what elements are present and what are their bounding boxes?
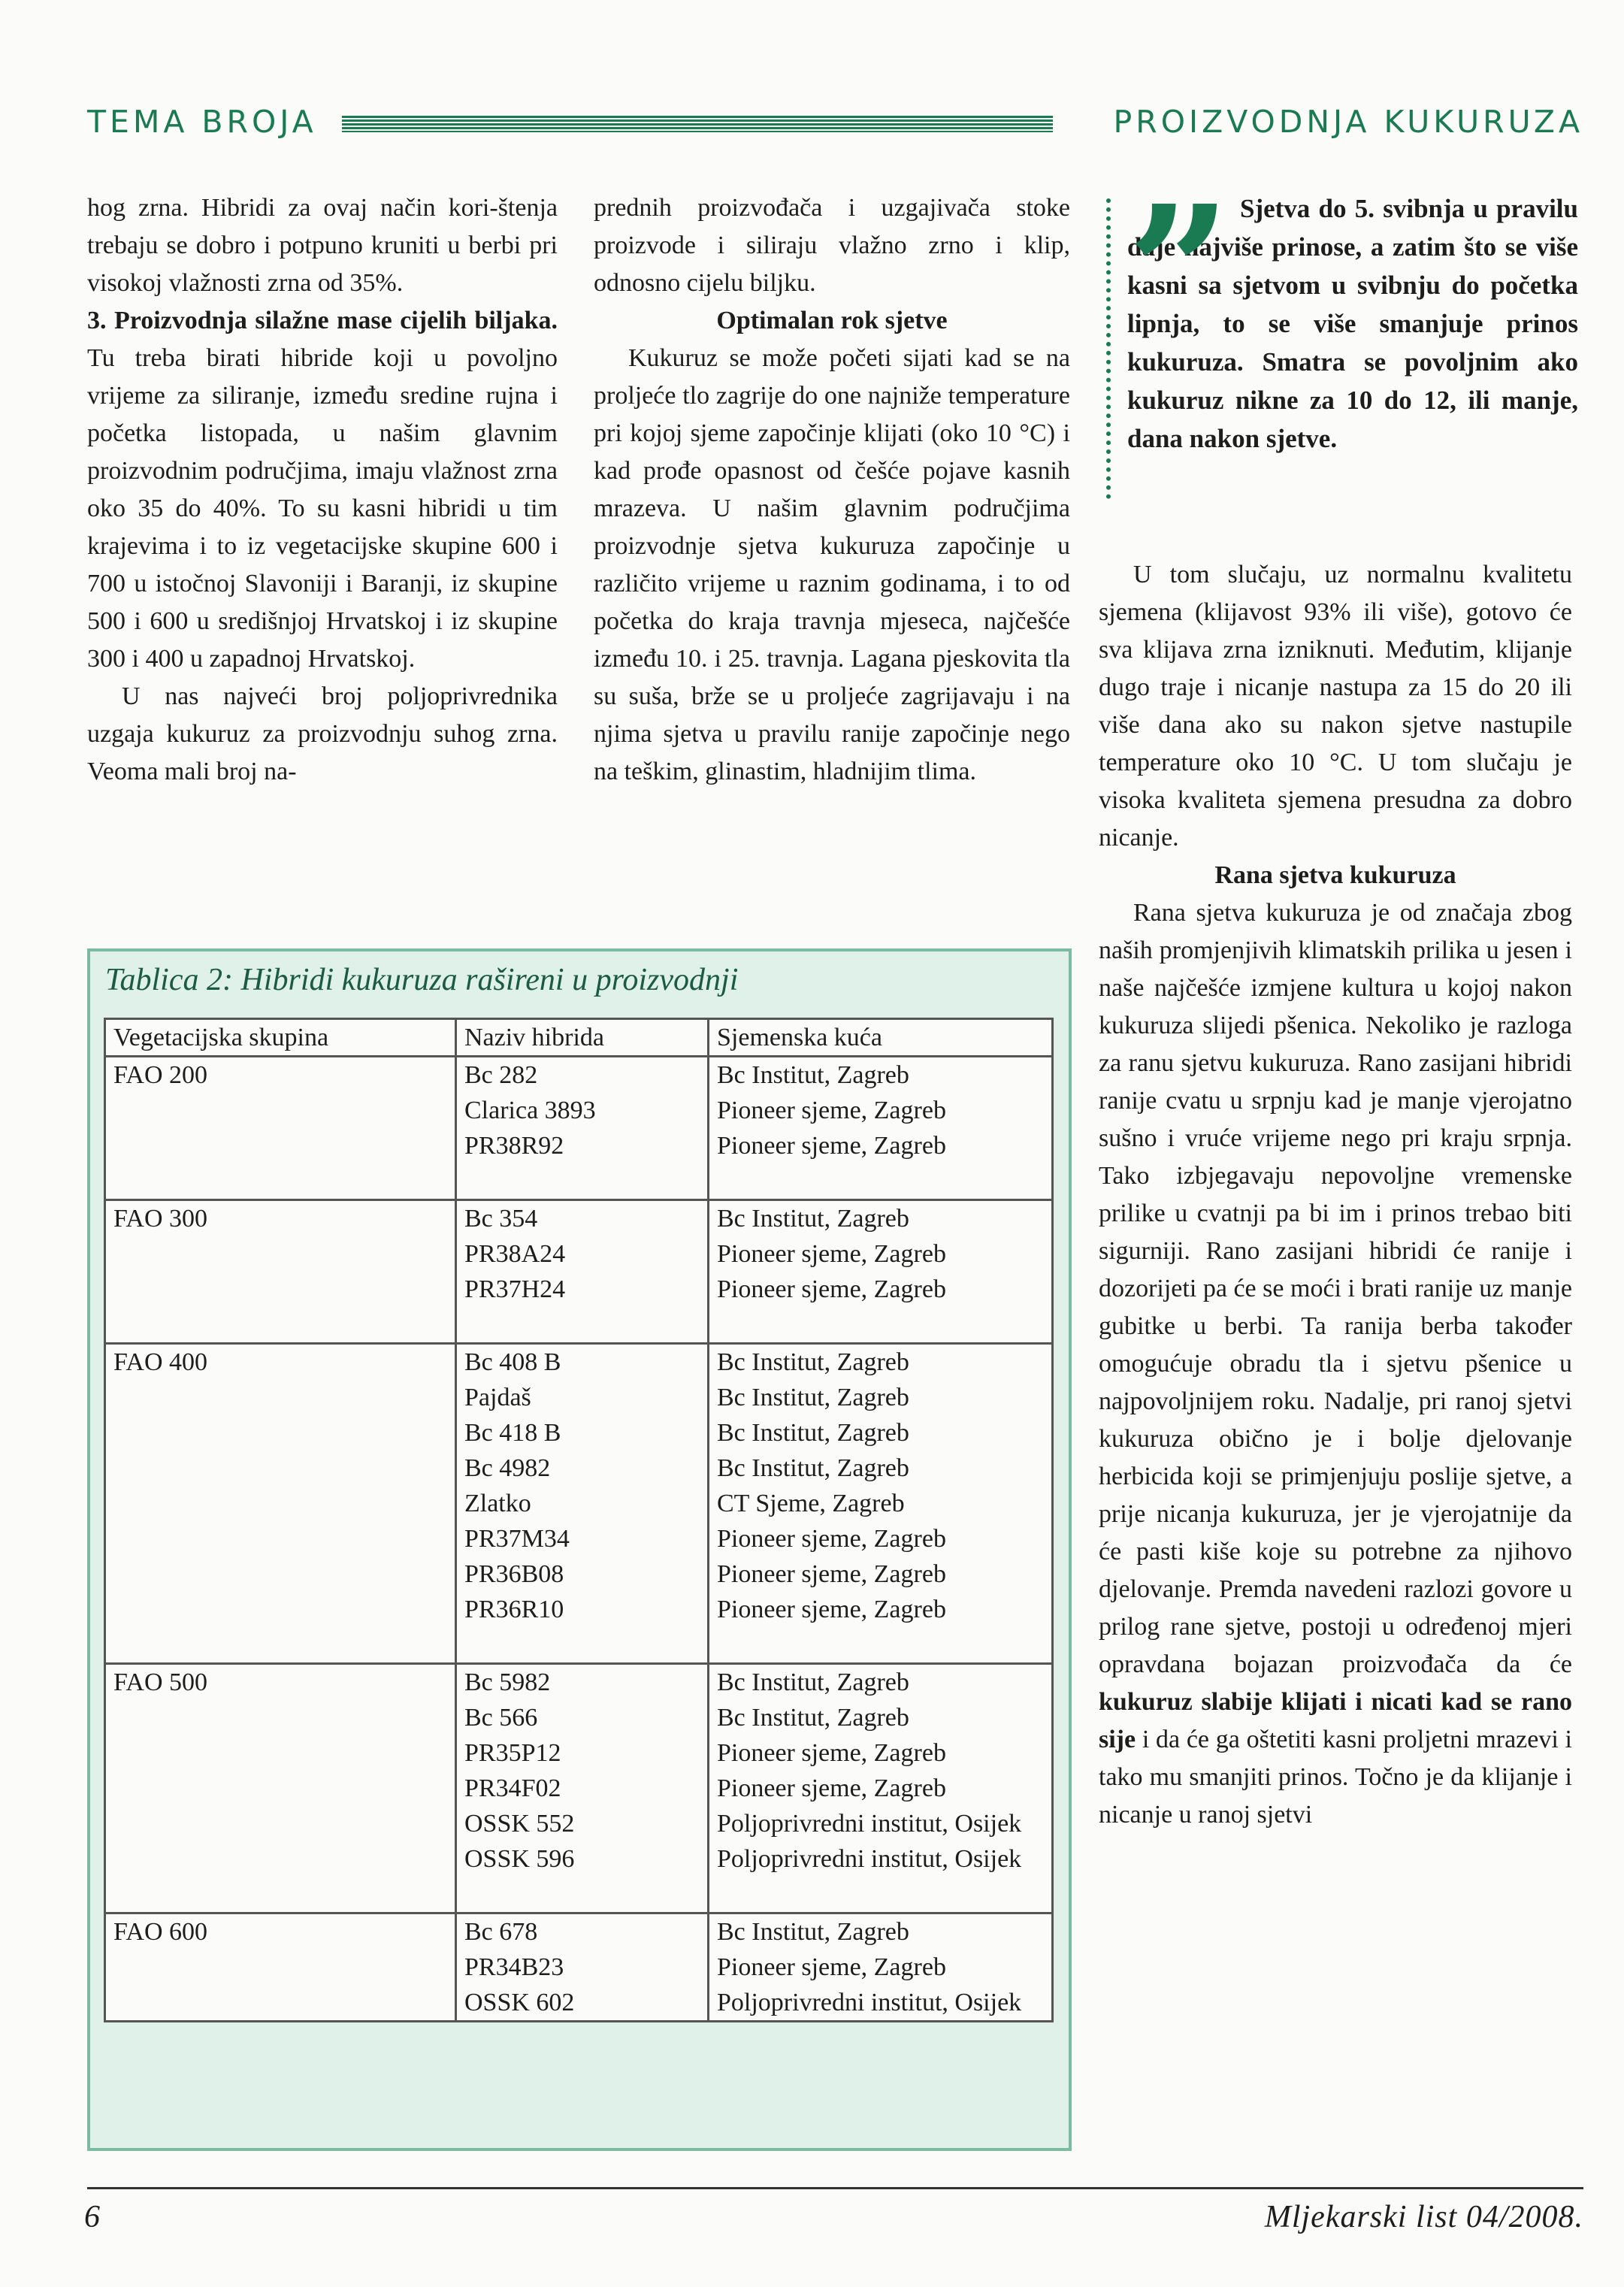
seed-house-cell: Bc Institut, Zagreb xyxy=(709,1913,1053,1950)
table-row xyxy=(105,1093,1053,1128)
table-row xyxy=(105,1344,1053,1381)
table-row xyxy=(105,1057,1053,1094)
group-spacer xyxy=(105,1307,1053,1344)
group-cell xyxy=(105,1556,456,1592)
table-row xyxy=(105,1521,1053,1556)
seed-house-cell: Pioneer sjeme, Zagreb xyxy=(709,1128,1053,1163)
hybrid-cell: Bc 408 B xyxy=(456,1344,709,1381)
seed-house-cell: Pioneer sjeme, Zagreb xyxy=(709,1556,1053,1592)
group-cell xyxy=(105,1841,456,1877)
header-cell: Sjemenska kuća xyxy=(709,1019,1053,1057)
subheading: Rana sjetva kukuruza xyxy=(1214,861,1456,889)
group-spacer xyxy=(105,1627,1053,1664)
column-3 xyxy=(1099,556,1572,1834)
page-number: 6 xyxy=(84,2200,100,2234)
group-cell xyxy=(105,1380,456,1415)
table-row xyxy=(105,1380,1053,1415)
paragraph: U tom slučaju, uz normalnu kvalitetu sjemena (klijavost 93% ili više), gotovo će sva klijava zrna izniknuti. Međutim, klijanje dugo traje i nicanje nastupa za 15 do 20 ili više dana ako su nakon sjetve nastupile temperature oko 10 °C. U tom slučaju je visoka kvaliteta sjemena presudna za dobro nicanje. xyxy=(1099,561,1572,852)
group-spacer xyxy=(105,1163,1053,1200)
footer-rule xyxy=(87,2187,1583,2189)
table-row xyxy=(105,1236,1053,1272)
hybrid-cell: PR38A24 xyxy=(456,1236,709,1272)
subheading: Optimalan rok sjetve xyxy=(716,307,948,334)
group-cell xyxy=(105,1415,456,1451)
hybrid-cell: Pajdaš xyxy=(456,1380,709,1415)
paragraph: U nas najveći broj poljoprivrednika uzgaja kukuruz za proizvodnju suhog zrna. Veoma mali broj na- xyxy=(87,682,558,785)
seed-house-cell: Pioneer sjeme, Zagreb xyxy=(709,1771,1053,1806)
hybrid-cell: PR34B23 xyxy=(456,1950,709,1985)
dotted-rule xyxy=(1106,198,1111,499)
table-row xyxy=(105,1272,1053,1307)
group-cell xyxy=(105,1806,456,1841)
table-row xyxy=(105,1913,1053,1950)
header-cell: Naziv hibrida xyxy=(456,1019,709,1057)
column-1 xyxy=(87,189,558,791)
seed-house-cell: Poljoprivredni institut, Osijek xyxy=(709,1841,1053,1877)
quote-mark-icon: ” xyxy=(1127,166,1232,378)
hybrid-cell: Bc 354 xyxy=(456,1200,709,1237)
group-cell: FAO 600 xyxy=(105,1913,456,1950)
seed-house-cell: CT Sjeme, Zagreb xyxy=(709,1486,1053,1521)
bold-run: 3. Proizvodnja silažne mase cijelih biljaka. xyxy=(87,307,558,334)
seed-house-cell: Pioneer sjeme, Zagreb xyxy=(709,1272,1053,1307)
text-run: Tu treba birati hibride koji u povoljno vrijeme za siliranje, između sredine rujna i početka listopada, u našim glavnim proizvodnim područjima, imaju vlažnost zrna oko 35 do 40%. To su kasni hibridi u tim krajevima i to iz vegetacijske skupine 600 i 700 u istočnoj Slavoniji i Baranji, iz skupine 500 i 600 u središnjoj Hrvatskoj i iz skupine 300 i 400 u zapadnoj Hrvatskoj. xyxy=(87,344,558,673)
table-header-row xyxy=(105,1019,1053,1057)
article-topic: PROIZVODNJA KUKURUZA xyxy=(1113,104,1583,140)
header-rule xyxy=(342,116,1053,132)
table-row xyxy=(105,1592,1053,1627)
seed-house-cell: Pioneer sjeme, Zagreb xyxy=(709,1236,1053,1272)
table-row xyxy=(105,1735,1053,1771)
group-cell: FAO 300 xyxy=(105,1200,456,1237)
paragraph xyxy=(87,302,558,678)
hybrid-cell: Bc 418 B xyxy=(456,1415,709,1451)
group-cell xyxy=(105,1128,456,1163)
hybrid-cell: PR38R92 xyxy=(456,1128,709,1163)
header-cell: Vegetacijska skupina xyxy=(105,1019,456,1057)
group-cell xyxy=(105,1521,456,1556)
seed-house-cell: Bc Institut, Zagreb xyxy=(709,1415,1053,1451)
hybrid-cell: OSSK 596 xyxy=(456,1841,709,1877)
seed-house-cell: Bc Institut, Zagreb xyxy=(709,1344,1053,1381)
table-row xyxy=(105,1950,1053,1985)
section-label: TEMA BROJA xyxy=(87,104,317,140)
group-cell xyxy=(105,1735,456,1771)
hybrid-cell: Clarica 3893 xyxy=(456,1093,709,1128)
table-row xyxy=(105,1771,1053,1806)
paragraph xyxy=(1099,894,1572,1834)
pull-quote-text: Sjetva do 5. svibnja u pravilu daje najviše prinose, a zatim što se više kasni sa sjetvom u svibnju do početka lipnja, to se više smanjuje prinos kukuruza. Smatra se povoljnim ako kukuruz nikne za 10 do 12, ili manje, dana nakon sjetve. xyxy=(1127,194,1578,453)
group-cell xyxy=(105,1093,456,1128)
group-cell xyxy=(105,1985,456,2022)
table-row xyxy=(105,1415,1053,1451)
paragraph: prednih proizvođača i uzgajivača stoke proizvode i siliraju vlažno zrno i klip, odnosno cijelu biljku. xyxy=(594,194,1070,297)
hybrid-cell: PR37H24 xyxy=(456,1272,709,1307)
seed-house-cell: Bc Institut, Zagreb xyxy=(709,1664,1053,1701)
table-row xyxy=(105,1806,1053,1841)
group-cell xyxy=(105,1236,456,1272)
hybrid-cell: Bc 282 xyxy=(456,1057,709,1094)
table-row xyxy=(105,1985,1053,2022)
table-row xyxy=(105,1200,1053,1237)
group-cell: FAO 400 xyxy=(105,1344,456,1381)
text-run: i da će ga oštetiti kasni proljetni mrazevi i tako mu smanjiti prinos. Točno je da klijanje i nicanje u ranoj sjetvi xyxy=(1099,1726,1572,1829)
group-cell xyxy=(105,1272,456,1307)
table-row xyxy=(105,1556,1053,1592)
hybrid-cell: OSSK 552 xyxy=(456,1806,709,1841)
table-row xyxy=(105,1128,1053,1163)
seed-house-cell: Pioneer sjeme, Zagreb xyxy=(709,1093,1053,1128)
group-cell: FAO 200 xyxy=(105,1057,456,1094)
paragraph: Kukuruz se može početi sijati kad se na proljeće tlo zagrije do one najniže temperature pri kojoj sjeme započinje klijati (oko 10 °C) i kad prođe opasnost od češće pojave kasnih mrazeva. U našim glavnim područjima proizvodnje sjetva kukuruza započinje u različito vrijeme u raznim godinama, i to od početka do kraja travnja mjeseca, najčešće između 10. i 25. travnja. Lagana pjeskovita tla su suša, brže se u proljeće zagrijavaju i na njima sjetva u pravilu ranije započinje nego na teškim, glinastim, hladnijim tlima. xyxy=(594,344,1070,785)
hybrid-cell: PR36R10 xyxy=(456,1592,709,1627)
group-cell xyxy=(105,1700,456,1735)
group-cell: FAO 500 xyxy=(105,1664,456,1701)
hybrid-cell: Bc 5982 xyxy=(456,1664,709,1701)
table-row xyxy=(105,1664,1053,1701)
seed-house-cell: Pioneer sjeme, Zagreb xyxy=(709,1521,1053,1556)
table-row xyxy=(105,1700,1053,1735)
journal-title: Mljekarski list 04/2008. xyxy=(1264,2200,1583,2234)
hybrid-cell: OSSK 602 xyxy=(456,1985,709,2022)
pull-quote xyxy=(1106,166,1587,505)
hybrid-cell: Zlatko xyxy=(456,1486,709,1521)
seed-house-cell: Bc Institut, Zagreb xyxy=(709,1380,1053,1415)
group-cell xyxy=(105,1486,456,1521)
hybrid-cell: Bc 566 xyxy=(456,1700,709,1735)
seed-house-cell: Bc Institut, Zagreb xyxy=(709,1057,1053,1094)
hybrid-cell: PR37M34 xyxy=(456,1521,709,1556)
hybrid-cell: Bc 678 xyxy=(456,1913,709,1950)
table-row xyxy=(105,1451,1053,1486)
seed-house-cell: Pioneer sjeme, Zagreb xyxy=(709,1950,1053,1985)
seed-house-cell: Poljoprivredni institut, Osijek xyxy=(709,1806,1053,1841)
seed-house-cell: Bc Institut, Zagreb xyxy=(709,1451,1053,1486)
group-cell xyxy=(105,1771,456,1806)
table-row xyxy=(105,1486,1053,1521)
hybrid-cell: Bc 4982 xyxy=(456,1451,709,1486)
group-cell xyxy=(105,1451,456,1486)
hybrid-table xyxy=(104,1018,1054,2022)
seed-house-cell: Pioneer sjeme, Zagreb xyxy=(709,1735,1053,1771)
hybrid-cell: PR35P12 xyxy=(456,1735,709,1771)
seed-house-cell: Pioneer sjeme, Zagreb xyxy=(709,1592,1053,1627)
seed-house-cell: Poljoprivredni institut, Osijek xyxy=(709,1985,1053,2022)
text-run: Rana sjetva kukuruza je od značaja zbog naših promjenjivih klimatskih prilika u jesen i naše najčešće izmjene kultura u kojoj nakon kukuruza slijedi pšenica. Nekoliko je razloga za ranu sjetvu kukuruza. Rano zasijani hibridi ranije cvatu u srpnju kad je manje vjerojatno sušno i vruće vrijeme nego pri kraju srpnja. Tako izbjegavaju nepovoljne vremenske prilike u cvatnji pa bi im i prinos trebao biti sigurniji. Rano zasijani hibridi će ranije i dozorijeti pa će se moći i brati ranije uz manje gubitke u berbi. Ta ranija berba također omogućuje obradu tla i sjetvu pšenice u najpovoljnijem roku. Nadalje, pri ranoj sjetvi kukuruza obično je i bolje djelovanje herbicida koji se primjenjuju poslije sjetve, a prije nicanja kukuruza, jer je vjerojatnije da će pasti kiše koje su potrebne za njihovo djelovanje. Premda navedeni razlozi govore u prilog rane sjetve, postoji u određenoj mjeri opravdana bojazan proizvođača da će xyxy=(1099,899,1572,1678)
column-2 xyxy=(594,189,1070,791)
hybrid-cell: PR36B08 xyxy=(456,1556,709,1592)
paragraph: hog zrna. Hibridi za ovaj način kori-štenja trebaju se dobro i potpuno kruniti u berbi pri visokoj vlažnosti zrna od 35%. xyxy=(87,194,558,297)
group-cell xyxy=(105,1950,456,1985)
table-caption: Tablica 2: Hibridi kukuruza rašireni u proizvodnji xyxy=(105,963,739,997)
bold-run: kukuruz slabije klijati i nicati kad se rano sije xyxy=(1099,1688,1572,1753)
seed-house-cell: Bc Institut, Zagreb xyxy=(709,1200,1053,1237)
hybrid-cell: PR34F02 xyxy=(456,1771,709,1806)
table-row xyxy=(105,1841,1053,1877)
group-cell xyxy=(105,1592,456,1627)
group-spacer xyxy=(105,1877,1053,1913)
seed-house-cell: Bc Institut, Zagreb xyxy=(709,1700,1053,1735)
